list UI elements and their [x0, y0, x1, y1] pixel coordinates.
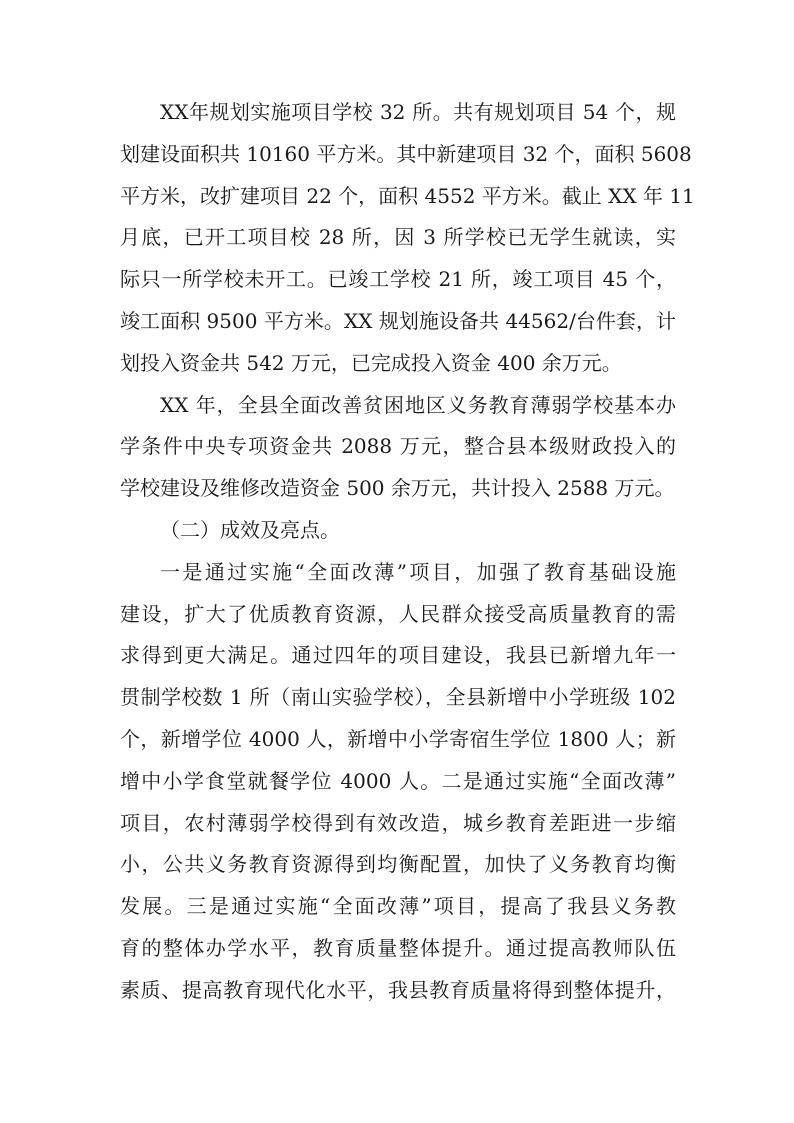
text-line: 划建设面积共 10160 平方米。其中新建项目 32 个，面积 5608 [120, 141, 692, 166]
text-line: 平方米，改扩建项目 22 个，面积 4552 平方米。截止 XX 年 11 [120, 183, 695, 208]
text-line: 增中小学食堂就餐学位 4000 人。二是通过实施“全面改薄” [120, 768, 676, 793]
text-line: 一是通过实施“全面改薄”项目，加强了教育基础设施 [160, 559, 676, 584]
text-line: 贯制学校数 1 所（南山实验学校），全县新增中小学班级 102 [120, 685, 676, 710]
text-line: XX年规划实施项目学校 32 所。共有规划项目 54 个，规 [160, 100, 676, 124]
text-line: 发展。三是通过实施“全面改薄”项目，提高了我县义务教 [120, 894, 676, 919]
text-line: 育的整体办学水平，教育质量整体提升。通过提高教师队伍 [120, 935, 676, 960]
section-heading [120, 510, 676, 552]
text-line: 个，新增学位 4000 人，新增中小学寄宿生学位 1800 人；新 [120, 726, 676, 751]
text-line: 小，公共义务教育资源得到均衡配置，加快了义务教育均衡 [120, 852, 676, 877]
document-body [120, 92, 695, 1012]
text-line: 素质、提高教育现代化水平，我县教育质量将得到整体提升， [120, 977, 676, 1002]
text-line: 划投入资金共 542 万元，已完成投入资金 400 余万元。 [120, 350, 622, 375]
text-line: XX 年，全县全面改善贫困地区义务教育薄弱学校基本办 [160, 392, 676, 417]
paragraph [120, 385, 676, 510]
text-line: 学条件中央专项资金共 2088 万元，整合县本级财政投入的 [120, 434, 676, 459]
text-line: 项目，农村薄弱学校得到有效改造，城乡教育差距进一步缩 [120, 810, 676, 835]
paragraph [120, 552, 676, 1012]
text-line: 际只一所学校未开工。已竣工学校 21 所，竣工项目 45 个， [120, 267, 676, 292]
paragraph [120, 92, 695, 385]
text-line: 求得到更大满足。通过四年的项目建设，我县已新增九年一 [120, 643, 676, 668]
text-line: 建设，扩大了优质教育资源，人民群众接受高质量教育的需 [120, 601, 676, 626]
text-line: 学校建设及维修改造资金 500 余万元，共计投入 2588 万元。 [120, 476, 675, 501]
text-line: 竣工面积 9500 平方米。XX 规划施设备共 44562/台件套，计 [120, 308, 676, 333]
text-line: 月底，已开工项目校 28 所，因 3 所学校已无学生就读，实 [120, 225, 676, 250]
section-heading-text: （二）成效及亮点。 [160, 517, 340, 542]
